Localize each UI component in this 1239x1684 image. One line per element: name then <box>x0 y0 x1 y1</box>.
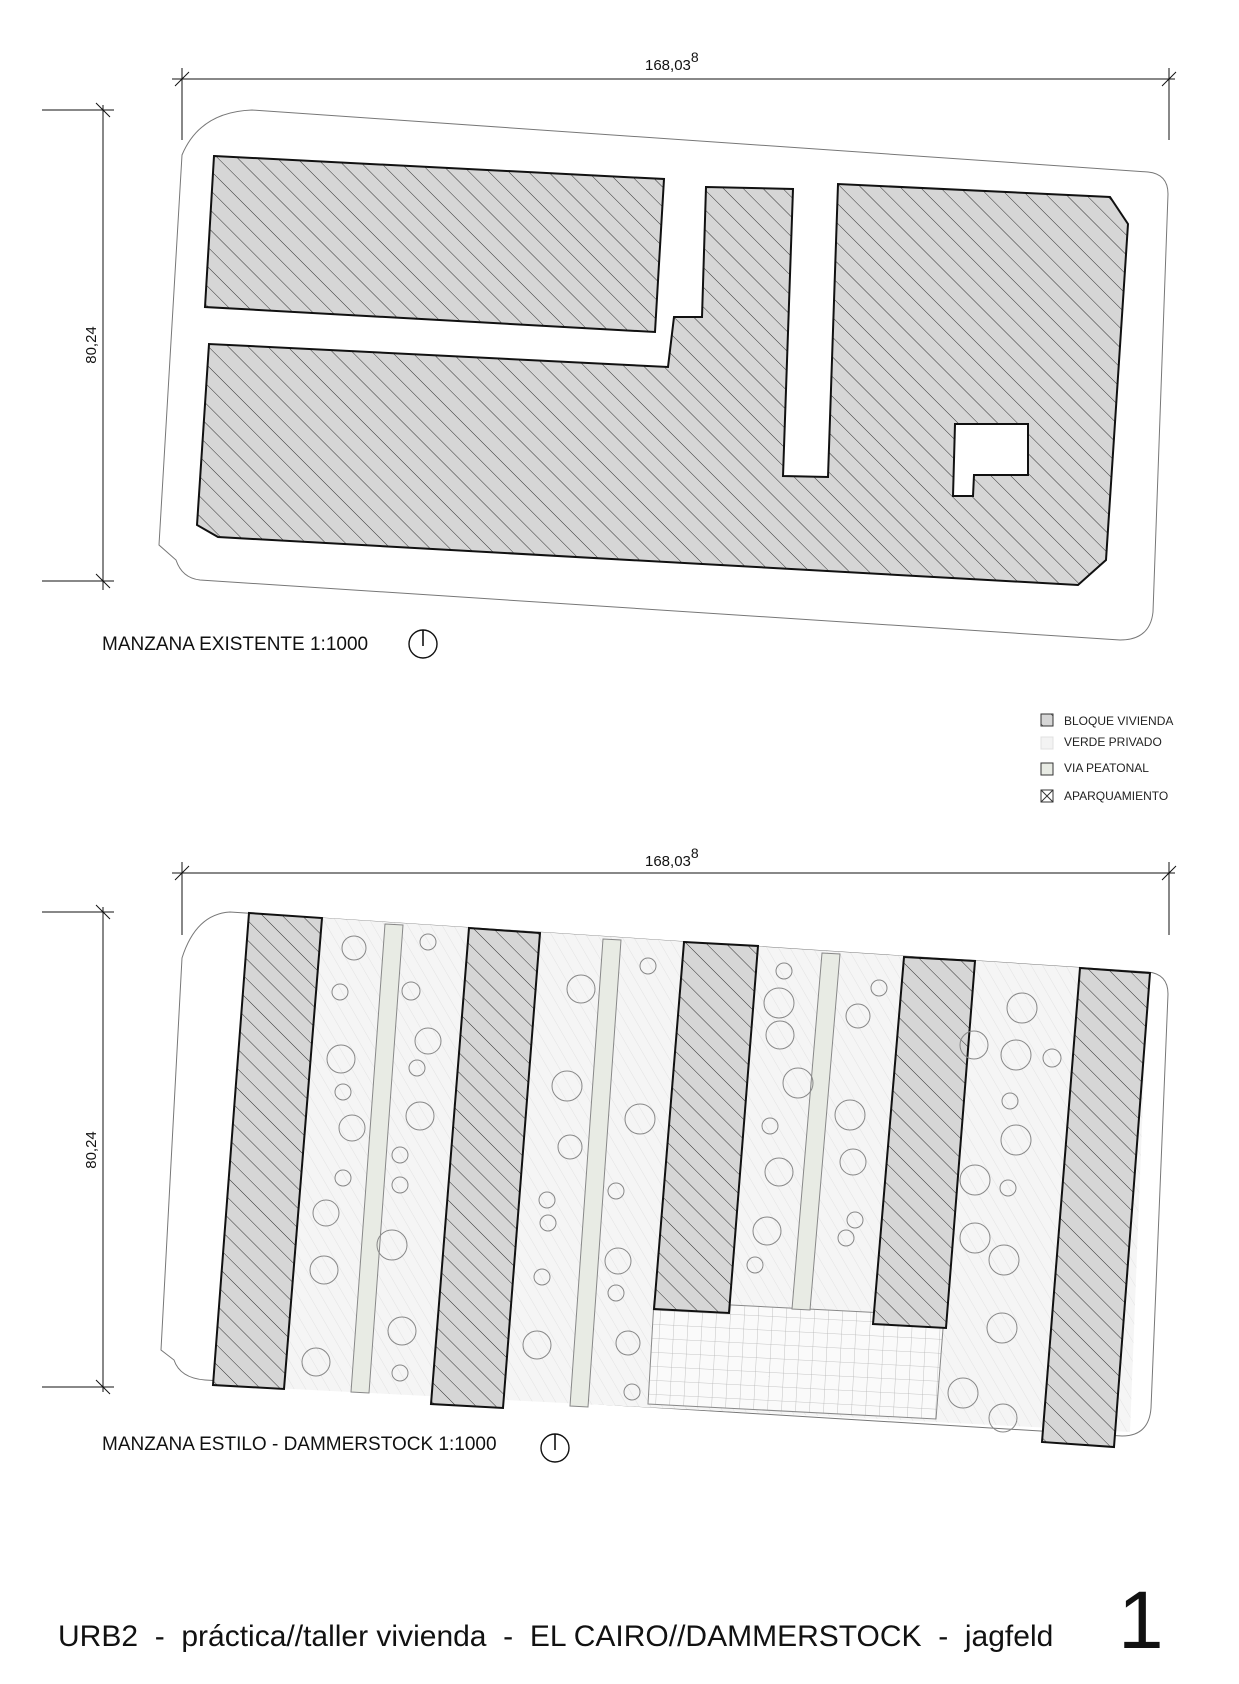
legend-item-via-peatonal <box>1041 761 1149 775</box>
height-dimension-bottom <box>42 905 114 1394</box>
legend-item-bloque-vivienda <box>1041 714 1173 728</box>
plan-existing <box>42 49 1176 658</box>
svg-text:BLOQUE VIVIENDA: BLOQUE VIVIENDA <box>1064 714 1174 728</box>
svg-text:VIA PEATONAL: VIA PEATONAL <box>1064 761 1149 775</box>
plan-title-top: MANZANA EXISTENTE 1:1000 <box>102 634 369 655</box>
north-arrow-icon-bottom <box>541 1434 569 1462</box>
height-dim-text-bottom: 80,24 <box>83 1131 100 1169</box>
housing-block-1 <box>205 156 664 332</box>
north-arrow-icon-top <box>409 630 437 658</box>
plan-title-bottom: MANZANA ESTILO - DAMMERSTOCK 1:1000 <box>102 1434 497 1455</box>
width-dim-text-top: 168,038 <box>645 49 699 74</box>
legend <box>1041 714 1173 803</box>
legend-item-verde-privado <box>1041 735 1162 749</box>
footer-title: URB2 - práctica//taller vivienda - EL CAIRO//DAMMERSTOCK - jagfeld <box>58 1620 1054 1653</box>
legend-item-aparquamiento <box>1041 789 1168 803</box>
plan-dammerstock <box>42 845 1176 1462</box>
svg-text:VERDE PRIVADO: VERDE PRIVADO <box>1064 735 1162 749</box>
page-number: 1 <box>1118 1575 1164 1666</box>
height-dimension-top <box>42 103 114 590</box>
svg-text:APARQUAMIENTO: APARQUAMIENTO <box>1064 789 1169 803</box>
height-dim-text-top: 80,24 <box>83 326 100 364</box>
width-dim-text-bottom: 168,038 <box>645 845 699 870</box>
